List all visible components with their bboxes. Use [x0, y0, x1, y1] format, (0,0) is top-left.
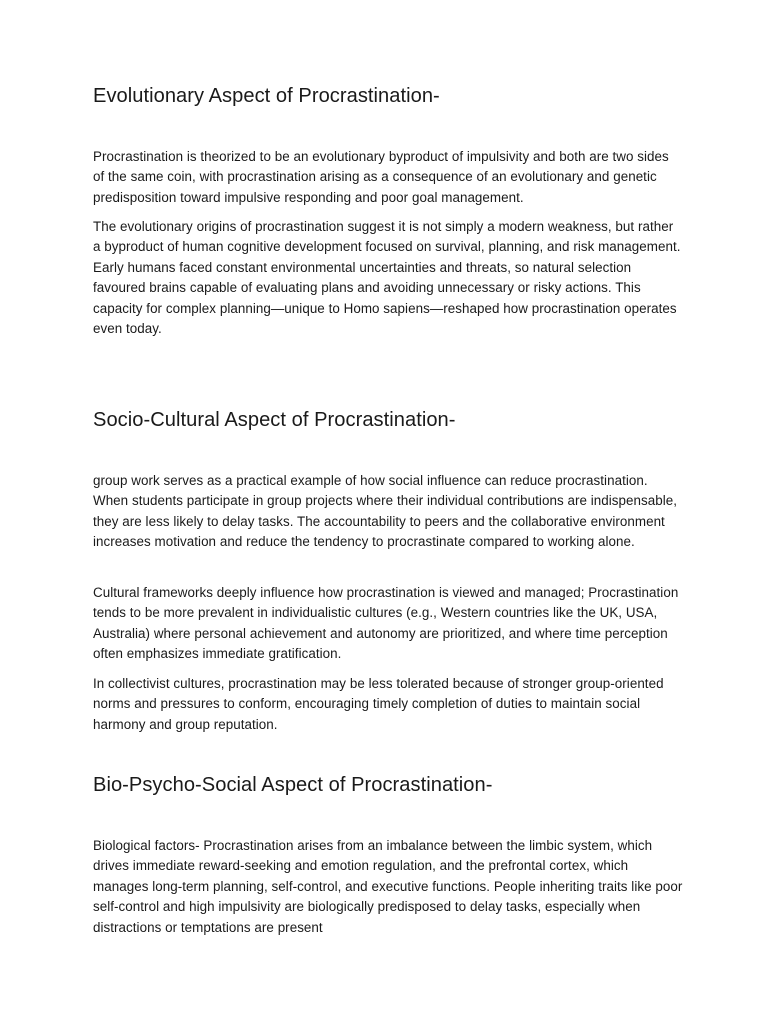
- paragraph-evolutionary-2: The evolutionary origins of procrastination suggest it is not simply a modern weakness, but rather a byproduct of human cognitive development focused on survival, planning, and risk management. Early humans faced constant environmental uncertainties and threats, so natural selection favoured brains capable of evaluating plans and avoiding unnecessary or risky actions. This capacity for complex planning—unique to Homo sapiens—reshaped how procrastination operates even today.: [93, 219, 681, 337]
- paragraph-evolutionary-1: Procrastination is theorized to be an evolutionary byproduct of impulsivity and both are two sides of the same coin, with procrastination arising as a consequence of an evolutionary and genetic predisposition toward impulsive responding and poor goal management.: [93, 149, 669, 205]
- paragraph-socio-cultural-3: In collectivist cultures, procrastination may be less tolerated because of stronger group-oriented norms and pressures to conform, encouraging timely completion of duties to maintain social harmony and group reputation.: [93, 676, 664, 732]
- paragraph-bio-psycho-social-1: Biological factors- Procrastination arises from an imbalance between the limbic system, which drives immediate reward-seeking and emotion regulation, and the prefrontal cortex, which manages long-term planning, self-control, and executive functions. People inheriting traits like poor self-control and high impulsivity are biologically predisposed to delay tasks, especially when distractions or temptations are present: [93, 838, 683, 935]
- heading-socio-cultural-aspect: Socio-Cultural Aspect of Procrastination-: [93, 409, 456, 431]
- heading-evolutionary-aspect: Evolutionary Aspect of Procrastination-: [93, 85, 440, 107]
- paragraph-socio-cultural-1: group work serves as a practical example of how social influence can reduce procrastination. When students participate in group projects where their individual contributions are indispensable, they are less likely to delay tasks. The accountability to peers and the collaborative environment increases motivation and reduce the tendency to procrastinate compared to working alone.: [93, 473, 678, 550]
- paragraph-socio-cultural-2: Cultural frameworks deeply influence how procrastination is viewed and managed; Procrastination tends to be more prevalent in individualistic cultures (e.g., Western countries like the UK, USA, Australia) where personal achievement and autonomy are prioritized, and where time perception often emphasizes immediate gratification.: [93, 585, 679, 662]
- heading-bio-psycho-social-aspect: Bio-Psycho-Social Aspect of Procrastination-: [93, 774, 493, 796]
